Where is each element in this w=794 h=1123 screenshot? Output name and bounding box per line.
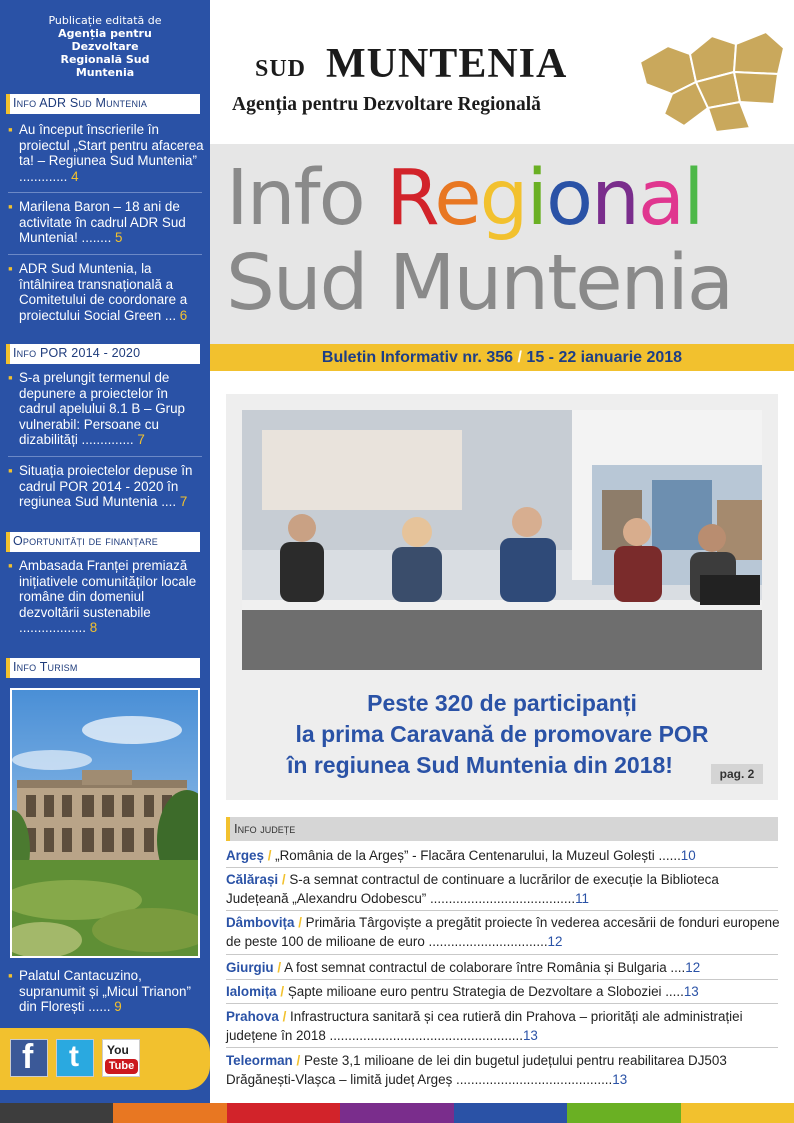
feature-headline-line-2: la prima Caravană de promovare POR — [295, 721, 709, 747]
county-name: Călărași — [226, 872, 279, 887]
title-regional-letter: a — [637, 154, 684, 243]
footer-strip-segment — [567, 1103, 681, 1123]
title-regional-letter: R — [386, 154, 435, 243]
toc-item-text: Marilena Baron – 18 ani de activitate în cadrul ADR Sud Muntenia! ........ — [19, 199, 186, 246]
bullet-icon: ▪ — [8, 463, 13, 478]
palace-photo — [10, 688, 200, 958]
title-regional-letter: o — [545, 154, 592, 243]
county-slash: / — [277, 960, 282, 975]
title-regional-letter: l — [683, 154, 703, 243]
bullet-icon: ▪ — [8, 370, 13, 385]
county-page: 10 — [680, 848, 696, 863]
county-item-calarasi[interactable] — [226, 870, 781, 908]
feature-headline-line-1: Peste 320 de participanți — [367, 690, 637, 716]
brand-muntenia: MUNTENIA — [326, 41, 568, 87]
county-item-giurgiu[interactable] — [226, 958, 781, 977]
county-name: Ialomița — [226, 984, 277, 999]
toc-item-text: Situația proiectelor depuse în cadrul POR 2014 - 2020 în regiunea Sud Muntenia .... — [19, 463, 193, 510]
county-slash: / — [298, 915, 302, 930]
palace-photo-illustration — [12, 690, 200, 958]
divider — [226, 979, 778, 980]
facebook-label: f — [22, 1038, 34, 1076]
title-info: Info — [226, 154, 364, 243]
toc-item-text: Ambasada Franței premiază inițiativele comunităților locale române din domeniul dezvoltării sustenabile .................. — [19, 558, 197, 636]
toc-item-page: 4 — [71, 168, 79, 184]
toc-item-page: 5 — [115, 230, 123, 246]
feature-headline-line-3: în regiunea Sud Muntenia din 2018! — [287, 752, 673, 778]
twitter-label: t — [69, 1040, 79, 1073]
county-page: 12 — [547, 934, 563, 949]
county-name: Argeș — [226, 848, 264, 863]
county-name: Dâmbovița — [226, 915, 295, 930]
title-regional-letter: n — [591, 154, 638, 243]
section-title-info-adr: Info ADR Sud Muntenia — [6, 94, 200, 114]
twitter-icon[interactable] — [56, 1039, 94, 1077]
toc-item[interactable] — [8, 558, 204, 636]
divider — [8, 456, 202, 457]
section-title-info-turism: Info Turism — [6, 658, 200, 678]
county-item-ialomita[interactable] — [226, 982, 781, 1001]
conference-photo-illustration — [242, 410, 762, 670]
title-regional-letter: g — [479, 154, 527, 243]
county-item-arges[interactable] — [226, 846, 781, 865]
title-line-2: Sud Muntenia — [226, 239, 733, 328]
divider — [8, 192, 202, 193]
county-name: Teleorman — [226, 1053, 293, 1068]
footer-strip-segment — [454, 1103, 568, 1123]
county-slash: / — [281, 872, 286, 887]
bullet-icon: ▪ — [8, 968, 13, 983]
bulletin-number: Buletin Informativ nr. 356 — [321, 349, 514, 366]
county-item-prahova[interactable] — [226, 1007, 781, 1045]
county-slash: / — [296, 1053, 301, 1068]
footer-strip-segment — [0, 1103, 114, 1123]
brand-agency: Agenția pentru Dezvoltare Regională — [232, 94, 541, 115]
county-page: 13 — [683, 984, 699, 999]
section-title-info-judete: Info județe — [226, 817, 778, 841]
bullet-icon: ▪ — [8, 558, 13, 573]
divider — [226, 1047, 778, 1048]
publisher-pre: Publicație editată de — [48, 14, 162, 27]
sidebar — [0, 0, 210, 1103]
county-page: 13 — [612, 1072, 628, 1087]
toc-item-page: 7 — [137, 432, 145, 448]
toc-item-page: 8 — [89, 620, 98, 636]
county-slash: / — [282, 1009, 287, 1024]
youtube-label-bottom: Tube — [105, 1059, 138, 1074]
county-text: Șapte milioane euro pentru Strategia de Dezvoltare a Sloboziei ..... — [287, 984, 684, 999]
bullet-icon: ▪ — [8, 261, 13, 276]
county-page: 11 — [575, 891, 589, 906]
publisher-name: Agenția pentru Dezvoltare Regională Sud Muntenia — [58, 27, 152, 79]
county-text: „România de la Argeș” - Flacăra Centenarului, la Muzeul Golești ...... — [275, 848, 681, 863]
toc-item-page: 6 — [179, 307, 188, 323]
toc-item[interactable] — [8, 261, 204, 323]
divider — [226, 910, 778, 911]
county-slash: / — [267, 848, 272, 863]
county-name: Giurgiu — [226, 960, 274, 975]
toc-item-text: S-a prelungit termenul de depunere a proiectelor în cadrul apelului 8.1 B – Grup vulnerabil: Persoane cu dizabilități .............. — [19, 370, 185, 448]
county-text: Peste 3,1 milioane de lei din bugetul județului pentru reabilitarea DJ503 Drăgănești-Vlașca – limită județ Argeș .......................................... — [226, 1053, 727, 1087]
toc-item-text: ADR Sud Muntenia, la întâlnirea transnațională a Comitetului de coordonare a proiectului Social Green ... — [19, 261, 188, 323]
county-name: Prahova — [226, 1009, 279, 1024]
bullet-icon: ▪ — [8, 122, 13, 137]
toc-item-page: 9 — [114, 999, 122, 1015]
toc-item-text: Palatul Cantacuzino, supranumit și „Micul Trianon” din Florești ...... — [19, 968, 191, 1015]
county-text: Primăria Târgoviște a pregătit proiecte în vederea accesării de fonduri europene de peste 100 de milioane de euro ................................ — [226, 915, 780, 949]
page-badge: pag. 2 — [711, 764, 763, 784]
toc-item-page: 7 — [179, 494, 188, 510]
title-line-1 — [226, 154, 703, 243]
bulletin-dates: 15 - 22 ianuarie 2018 — [526, 349, 683, 366]
footer-strip-segment — [681, 1103, 794, 1123]
county-item-teleorman[interactable] — [226, 1051, 781, 1089]
county-page: 12 — [685, 960, 701, 975]
title-regional-letter: e — [434, 154, 480, 243]
section-title-info-por: Info POR 2014 - 2020 — [6, 344, 200, 364]
section-title-oportunitati: Oportunități de finanțare — [6, 532, 200, 552]
publisher-note — [0, 14, 210, 79]
county-text: Infrastructura sanitară și cea rutieră din Prahova – priorități ale administrației județene în 2018 .................................................... — [226, 1009, 743, 1043]
footer-strip-segment — [340, 1103, 454, 1123]
youtube-icon[interactable] — [102, 1039, 140, 1077]
toc-item[interactable] — [8, 968, 204, 1015]
county-page: 13 — [522, 1028, 538, 1043]
divider — [226, 954, 778, 955]
toc-item[interactable] — [8, 199, 204, 246]
region-map-logo — [638, 28, 788, 134]
title-regional — [386, 154, 702, 243]
toc-item[interactable] — [8, 370, 204, 448]
county-text: A fost semnat contractul de colaborare între România și Bulgaria .... — [284, 960, 686, 975]
title-regional-letter: i — [526, 154, 546, 243]
footer-strip-segment — [113, 1103, 227, 1123]
bullet-icon: ▪ — [8, 199, 13, 214]
county-item-dambovita[interactable] — [226, 913, 781, 951]
footer-strip-segment — [227, 1103, 341, 1123]
facebook-icon[interactable] — [10, 1039, 48, 1077]
bulletin-bar — [210, 344, 794, 371]
feature-headline[interactable] — [236, 688, 768, 781]
toc-item[interactable] — [8, 122, 204, 184]
divider — [226, 867, 778, 868]
county-text: S-a semnat contractul de continuare a lucrărilor de execuție la Biblioteca Județeană „Alexandru Odobescu” ....................................... — [226, 872, 719, 906]
toc-item[interactable] — [8, 463, 204, 510]
youtube-label-top: You — [107, 1043, 129, 1057]
divider — [226, 1003, 778, 1004]
conference-photo — [242, 410, 762, 670]
toc-item-text: Au început înscrierile în proiectul „Start pentru afacerea ta! – Regiunea Sud Muntenia” ............. — [19, 122, 204, 184]
divider — [8, 254, 202, 255]
bulletin-slash: / — [517, 349, 522, 366]
brand-sud: SUD — [255, 56, 307, 82]
county-slash: / — [280, 984, 285, 999]
